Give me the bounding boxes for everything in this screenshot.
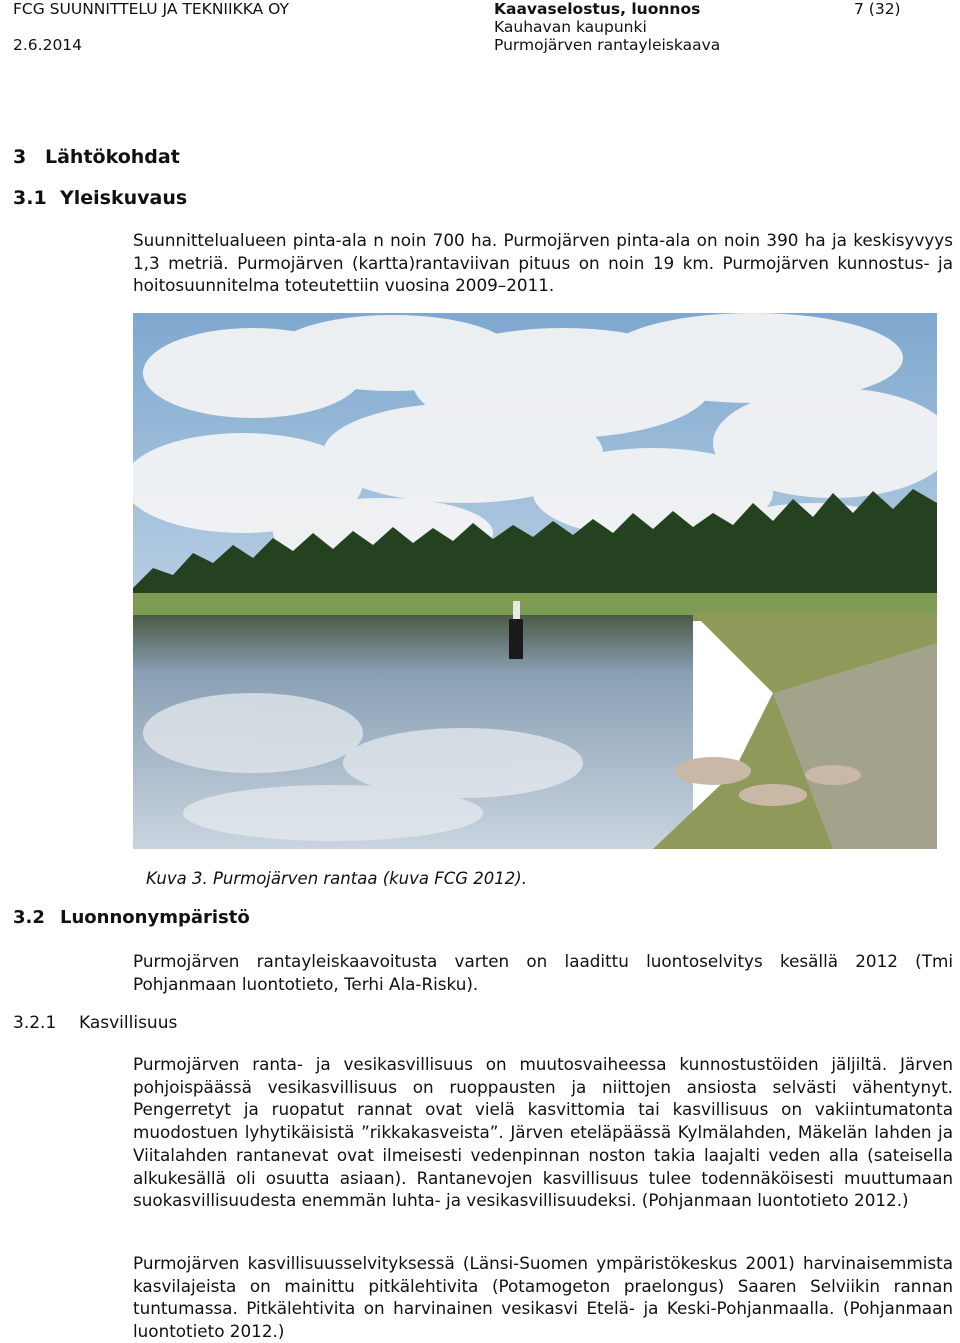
section-3-2-1-paragraph-1: Purmojärven ranta- ja vesikasvillisuus on muutosvaiheessa kunnostustöiden jäljiltä. Järven pohjoispäässä vesikasvillisuus on ruoppausten ja niittojen ansiosta selvästi vähentynyt. Pengerretyt ja ruopatut rannat ovat vielä kasvittomia tai kasvillisuus on vakiintumatonta muodostuen lyhytikäisistä ”rikkakasveista”. Järven eteläpäässä Kylmälahden, Mäkelän lahden ja Viitalahden rantanevat ovat ilmeisesti vedenpinnan noston takia laajalti veden alla (sateisella alkukesällä oli osuutta asiaan). Rantanevojen kasvillisuus tulee todennäköisesti muuttumaan suokasvillisuudesta enemmän luhta- ja vesikasvillisuudeksi. (Pohjanmaan luontotieto 2012.) xyxy=(133,1054,953,1211)
section-3-1-number: 3.1 xyxy=(13,187,47,209)
page-number: 7 (32) xyxy=(854,0,901,18)
figure-caption: Kuva 3. Purmojärven rantaa (kuva FCG 2012). xyxy=(146,869,527,888)
lake-shore-photo xyxy=(133,313,937,849)
section-3-2-1-title: Kasvillisuus xyxy=(79,1013,178,1033)
header-date: 2.6.2014 xyxy=(13,36,83,54)
section-3-number: 3 xyxy=(13,146,27,168)
section-3-1-title: Yleiskuvaus xyxy=(60,187,188,209)
section-3-title: Lähtökohdat xyxy=(45,146,180,168)
section-3-2-title: Luonnonympäristö xyxy=(60,907,250,928)
header-company: FCG SUUNNITTELU JA TEKNIIKKA OY xyxy=(13,0,289,18)
header-doc-title: Kaavaselostus, luonnos xyxy=(494,0,701,18)
section-3-2-text: Purmojärven rantayleiskaavoitusta varten on laadittu luontoselvitys kesällä 2012 (Tmi Pohjanmaan luontotieto, Terhi Ala-Risku). xyxy=(133,951,953,994)
section-3-2-heading xyxy=(13,907,250,928)
lake-photo-image xyxy=(133,313,937,849)
section-3-1-heading xyxy=(13,187,187,209)
header-municipality: Kauhavan kaupunki xyxy=(494,18,647,36)
section-3-2-1-paragraph-2: Purmojärven kasvillisuusselvityksessä (Länsi-Suomen ympäristökeskus 2001) harvinaisemmista kasvilajeista on mainittu pitkälehtivita (Potamogeton praelongus) Saaren Selviikin rannan tuntumassa. Pitkälehtivita on harvinainen vesikasvi Etelä- ja Keski-Pohjanmaalla. (Pohjanmaan luontotieto 2012.) xyxy=(133,1253,953,1342)
header-plan-name: Purmojärven rantayleiskaava xyxy=(494,36,721,54)
section-3-2-number: 3.2 xyxy=(13,907,45,928)
section-3-1-text: Suunnittelualueen pinta-ala n noin 700 ha. Purmojärven pinta-ala on noin 390 ha ja keskisyvyys 1,3 metriä. Purmojärven (kartta)rantaviivan pituus on noin 19 km. Purmojärven kunnostus- ja hoitosuunnitelma toteutettiin vuosina 2009–2011. xyxy=(133,230,953,296)
section-3-heading xyxy=(13,146,180,168)
section-3-2-1-heading xyxy=(13,1013,177,1033)
section-3-2-1-number: 3.2.1 xyxy=(13,1013,57,1033)
